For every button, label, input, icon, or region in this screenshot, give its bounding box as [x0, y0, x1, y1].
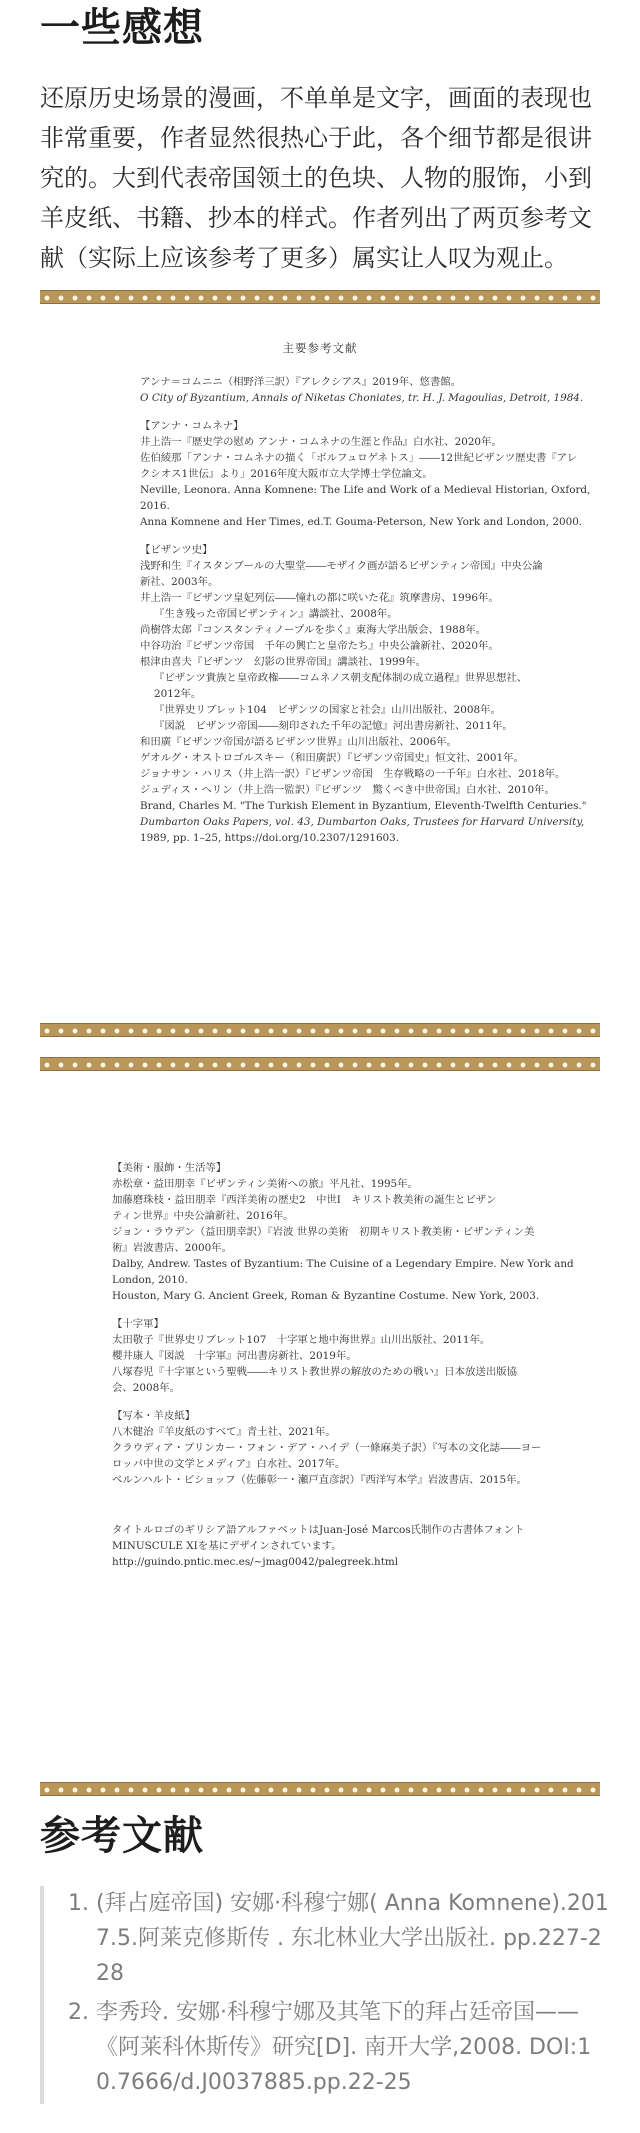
- bib-line: 1989, pp. 1–25, https://doi.org/10.2307/1291603.: [140, 832, 400, 844]
- bib-line: 太田敬子『世界史リブレット107 十字軍と地中海世界』山川出版社、2011年。: [112, 1334, 491, 1346]
- scanned-bibliography-page-2: [40, 1160, 600, 1780]
- bib-line: ジョナサン・ハリス（井上浩一訳）『ビザンツ帝国 生存戦略の一千年』白水社、2018年。: [140, 768, 566, 780]
- bib-line: 根津由喜夫『ビザンツ 幻影の世界帝国』講談社、1999年。: [140, 656, 426, 668]
- bib-line: 赤松章・益田朋幸『ビザンティン美術への旅』平凡社、1995年。: [112, 1178, 418, 1190]
- bib-section-heading: 【十字軍】: [112, 1318, 164, 1330]
- bib-line: クシオス1世伝』より」2016年度大阪市立大学博士学位論文。: [140, 468, 433, 480]
- bib-line: ティン世界』中央公論新社、2016年。: [112, 1210, 294, 1222]
- bib-line: 『ビザンツ貴族と皇帝政権――コムネノス朝支配体制の成立過程』世界思想社、: [154, 672, 528, 684]
- note-line: タイトルロゴのギリシア語アルファベットはJuan-José Marcos氏制作の古書体フォント: [112, 1524, 525, 1536]
- references-list: [40, 1886, 612, 2104]
- reference-text: 李秀玲. 安娜·科穆宁娜及其笔下的拜占廷帝国——《阿莱科休斯传》研究[D]. 南开大学,2008. DOI:10.7666/d.J0037885.pp.22-25: [96, 2000, 592, 2095]
- bib-line: 井上浩一『ビザンツ皇妃列伝――憧れの都に咲いた花』筑摩書房、1996年。: [140, 592, 499, 604]
- bib-line: ロッパ中世の文学とメディア』白水社、2017年。: [112, 1458, 346, 1470]
- section-title-references: 参考文献: [40, 1813, 204, 1859]
- bib-line: 佐伯綾那「アンナ・コムネナの描く「ボルフュロゲネトス」――12世紀ビザンツ歴史書『アレ: [140, 452, 578, 464]
- ornament-divider: [40, 1057, 600, 1071]
- bib-line: Neville, Leonora. Anna Komnene: The Life and Work of a Medieval Historian, Oxford,: [140, 484, 591, 496]
- section-title-thoughts: 一些感想: [40, 5, 204, 51]
- scanned-bibliography-page-1: [40, 340, 600, 1020]
- bib-line: ゲオルグ・オストロゴルスキー（和田廣訳）『ビザンツ帝国史』恒文社、2001年。: [140, 752, 524, 764]
- font-credit-note: [112, 1522, 540, 1570]
- bib-line: 中谷功治『ビザンツ帝国 千年の興亡と皇帝たち』中央公論新社、2020年。: [140, 640, 499, 652]
- reference-item: [68, 1886, 612, 1991]
- bib-line: Brand, Charles M. "The Turkish Element in Byzantium, Eleventh-Twelfth Centuries.": [140, 800, 587, 812]
- reference-item: [68, 1995, 612, 2100]
- bib-line: 加藤磨珠枝・益田朋幸『西洋美術の歴史2 中世Ⅰ キリスト教美術の誕生とビザン: [112, 1194, 497, 1206]
- bib-line: 『生き残った帝国ビザンティン』講談社、2008年。: [154, 608, 398, 620]
- bib-line: 八塚春児『十字軍という聖戦――キリスト教世界の解放のための戦い』日本放送出版協: [112, 1366, 518, 1378]
- ornament-divider: [40, 290, 600, 304]
- ornament-divider: [40, 1782, 600, 1796]
- bib-line: 尚樹啓太郎『コンスタンティノープルを歩く』東海大学出版会、1988年。: [140, 624, 487, 636]
- bib-line: ジョン・ラウデン（益田朋幸訳）『岩波 世界の美術 初期キリスト教美術・ビザンティン美: [112, 1226, 535, 1238]
- bib-section-heading: 【美術・服飾・生活等】: [112, 1162, 227, 1174]
- note-line: MINUSCULE XIを基にデザインされています。: [112, 1540, 342, 1552]
- bib-line: ベルンハルト・ビショッフ（佐藤彰一・瀬戸直彦訳）『西洋写本学』岩波書店、2015年。: [112, 1474, 527, 1486]
- thoughts-paragraph: 还原历史场景的漫画，不单单是文字，画面的表现也非常重要，作者显然很热心于此，各个细节都是很讲究的。大到代表帝国领土的色块、人物的服饰，小到羊皮纸、书籍、抄本的样式。作者列出了两页参考文献（实际上应该参考了更多）属实让人叹为观止。: [40, 84, 592, 272]
- bib-line: 和田廣『ビザンツ帝国が語るビザンツ世界』山川出版社、2006年。: [140, 736, 457, 748]
- reference-text: (拜占庭帝国) 安娜·科穆宁娜( Anna Komnene).2017.5.阿莱克修斯传 . 东北林业大学出版社. pp.227-228: [96, 1891, 609, 1986]
- bib-line: 八木健治『羊皮紙のすべて』青土社、2021年。: [112, 1426, 336, 1438]
- bib-line: Dumbarton Oaks Papers, vol. 43, Dumbarton Oaks, Trustees for Harvard University,: [140, 816, 585, 828]
- bib-section-heading: 【アンナ・コムネナ】: [140, 420, 244, 432]
- bib-line: 会、2008年。: [112, 1382, 181, 1394]
- bib-line: London, 2010.: [112, 1274, 188, 1286]
- bib-line: 2012年。: [154, 688, 202, 700]
- bib-line: Houston, Mary G. Ancient Greek, Roman & Byzantine Costume. New York, 2003.: [112, 1290, 540, 1302]
- bib-line: 『図説 ビザンツ帝国――刻印された千年の記憶』河出書房新社、2011年。: [154, 720, 513, 732]
- bib-line: 新社、2003年。: [140, 576, 219, 588]
- bib-line: 井上浩一『歴史学の慰め アンナ・コムネナの生涯と作品』白水社、2020年。: [140, 436, 502, 448]
- bib-line: クラウディア・ブリンカー・フォン・デア・ハイデ（一條麻美子訳）『写本の文化誌――ヨー: [112, 1442, 542, 1454]
- bib-line: 『世界史リブレット104 ビザンツの国家と社会』山川出版社、2008年。: [154, 704, 501, 716]
- scan-page-title: 主要参考文献: [282, 341, 358, 355]
- reference-number: 2.: [68, 2000, 89, 2025]
- note-line: http://guindo.pntic.mec.es/~jmag0042/palegreek.html: [112, 1556, 399, 1568]
- bib-line: Anna Komnene and Her Times, ed.T. Gouma-Peterson, New York and London, 2000.: [140, 516, 583, 528]
- bib-line: ジュディス・ヘリン（井上浩一監訳）『ビザンツ 驚くべき中世帝国』白水社、2010年。: [140, 784, 555, 796]
- bib-section-heading: 【ビザンツ史】: [140, 544, 213, 556]
- bib-section-heading: 【写本・羊皮紙】: [112, 1410, 196, 1422]
- bib-line: 櫻井康人『図説 十字軍』河出書房新社、2019年。: [112, 1350, 357, 1362]
- bib-line: 2016.: [140, 500, 170, 512]
- bib-line: 術』岩波書店、2000年。: [112, 1242, 232, 1254]
- bib-line: O City of Byzantium, Annals of Niketas Choniates, tr. H. J. Magoulias, Detroit, 1984.: [140, 392, 584, 404]
- bib-line: 浅野和生『イスタンブールの大聖堂――モザイク画が語るビザンティン帝国』中央公論: [140, 560, 543, 572]
- bib-line: Dalby, Andrew. Tastes of Byzantium: The Cuisine of a Legendary Empire. New York and: [112, 1258, 574, 1270]
- reference-number: 1.: [68, 1891, 89, 1916]
- ornament-divider: [40, 1023, 600, 1037]
- bib-line: アンナ＝コムニニ（相野洋三訳）『アレクシアス』2019年、悠書館。: [140, 376, 462, 388]
